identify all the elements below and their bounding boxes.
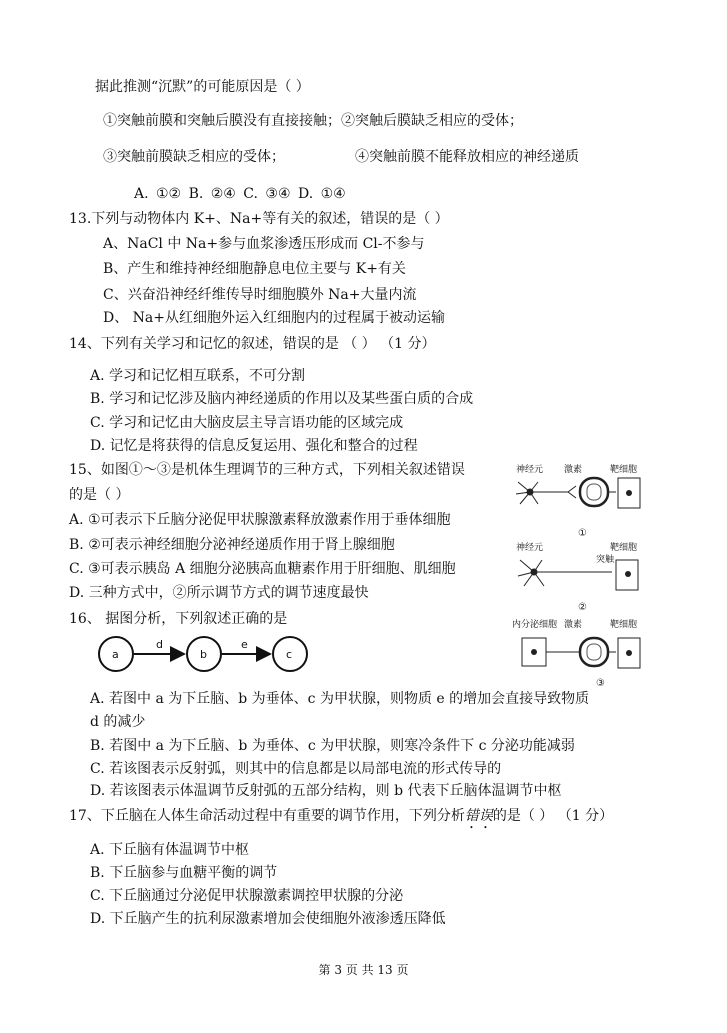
q15-option-d: D. 三种方式中，②所示调节方式的调节速度最快 [69,585,369,601]
panel-1-neuron-label: 神经元 [516,465,544,475]
panel-3-hormone-label: 激素 [564,620,583,630]
q17-option-a: A. 下丘脑有体温调节中枢 [90,842,250,858]
page-footer: 第 3 页 共 13 页 [318,963,409,977]
node-b-label: b [200,648,207,661]
q13-option-b: B、产生和维持神经细胞静息电位主要与 K+有关 [103,261,406,277]
panel-3-number: ③ [596,678,605,689]
q16-option-a: A. 若图中 a 为下丘脑、b 为垂体、c 为甲状腺，则物质 e 的增加会直接导致物质 [90,691,590,707]
q14-stem: 14、下列有关学习和记忆的叙述，错误的是 （ ） （1 分） [69,336,436,352]
q16-option-a-cont: d 的减少 [90,714,146,730]
panel-1 [516,463,640,539]
edge-e-label: e [241,638,248,651]
q12-statement-3: ③突触前膜缺乏相应的受体； [103,149,285,165]
panel-2-target-nucleus [625,571,631,577]
q16-flow-diagram [96,632,336,676]
q17-option-d: D. 下丘脑产生的抗利尿激素增加会使细胞外液渗透压降低 [90,911,446,927]
q14-option-d: D. 记忆是将获得的信息反复运用、强化和整合的过程 [90,438,418,454]
q15-option-c: C. ③可表示胰岛 A 细胞分泌胰高血糖素作用于肝细胞、肌细胞 [69,561,456,577]
q12-options: A. ①② B. ②④ C. ③④ D. ①④ [134,186,346,202]
panel-3-target-nucleus [626,650,632,656]
q13-option-d: D、 Na+从红细胞外运入红细胞内的过程属于被动运输 [103,310,446,326]
q16-option-b: B. 若图中 a 为下丘脑、b 为垂体、c 为甲状腺，则寒冷条件下 c 分泌功能减弱 [90,738,575,754]
panel-1-target-nucleus [626,490,632,496]
q17-stem [69,806,613,832]
q15-stem-line1: 15、如图①～③是机体生理调节的三种方式，下列相关叙述错误 [69,462,465,478]
node-c-label: c [286,648,293,661]
panel-3-endocrine-label: 内分泌细胞 [512,620,558,630]
panel-1-target-label: 靶细胞 [610,465,638,475]
q15-stem-line2: 的是（ ） [69,487,130,503]
q13-option-c: C、兴奋沿神经纤维传导时细胞膜外 Na+大量内流 [103,287,417,303]
q15-regulation-figure [508,460,658,690]
q12-statement-4: ④突触前膜不能释放相应的神经递质 [355,149,579,165]
q15-option-a: A. ①可表示下丘脑分泌促甲状腺激素释放激素作用于垂体细胞 [69,512,451,528]
q14-option-c: C. 学习和记忆由大脑皮层主导言语功能的区域完成 [90,415,404,431]
panel-2 [516,541,638,613]
edge-d-label: d [156,638,163,651]
q14-option-b: B. 学习和记忆涉及脑内神经递质的作用以及某些蛋白质的合成 [90,391,474,407]
q15-option-b: B. ②可表示神经细胞分泌神经递质作用于肾上腺细胞 [69,537,395,553]
panel-3-endocrine-nucleus [531,649,537,655]
q17-stem-emphasis: 错误 [464,808,493,824]
q14-option-a: A. 学习和记忆相互联系，不可分割 [90,368,306,384]
panel-2-target-label: 靶细胞 [610,543,638,553]
q16-option-c: C. 若该图表示反射弧，则其中的信息都是以局部电流的形式传导的 [90,761,502,777]
panel-3-target-label: 靶细胞 [610,620,638,630]
q12-statement-1-2: ①突触前膜和突触后膜没有直接接触；②突触后膜缺乏相应的受体； [103,113,523,129]
node-a-label: a [112,648,119,661]
q13-option-a: A、NaCl 中 Na+参与血浆渗透压形成而 Cl-不参与 [103,236,425,252]
panel-1-number: ① [578,528,587,539]
panel-1-vessel-lumen [587,484,601,500]
q17-stem-post: 的是（ ） （1 分） [492,808,614,824]
panel-1-neuron-icon [516,482,576,504]
q16-stem: 16、 据图分析，下列叙述正确的是 [69,611,288,627]
q12-stem: 据此推测“沉默”的可能原因是（ ） [95,79,310,95]
panel-2-synapse-label: 突触 [596,555,615,565]
q13-stem: 13.下列与动物体内 K+、Na+等有关的叙述，错误的是（ ） [69,211,449,227]
q16-option-d: D. 若该图表示体温调节反射弧的五部分结构，则 b 代表下丘脑体温调节中枢 [90,783,562,799]
panel-2-neuron-label: 神经元 [516,543,544,553]
panel-3 [512,618,640,689]
panel-3-vessel-lumen [587,644,601,660]
panel-2-number: ② [578,602,587,613]
q17-option-b: B. 下丘脑参与血糖平衡的调节 [90,865,278,881]
panel-1-hormone-label: 激素 [564,465,583,475]
q17-stem-pre: 17、下丘脑在人体生命活动过程中有重要的调节作用，下列分析 [69,808,465,824]
q17-option-c: C. 下丘脑通过分泌促甲状腺激素调控甲状腺的分泌 [90,888,404,904]
